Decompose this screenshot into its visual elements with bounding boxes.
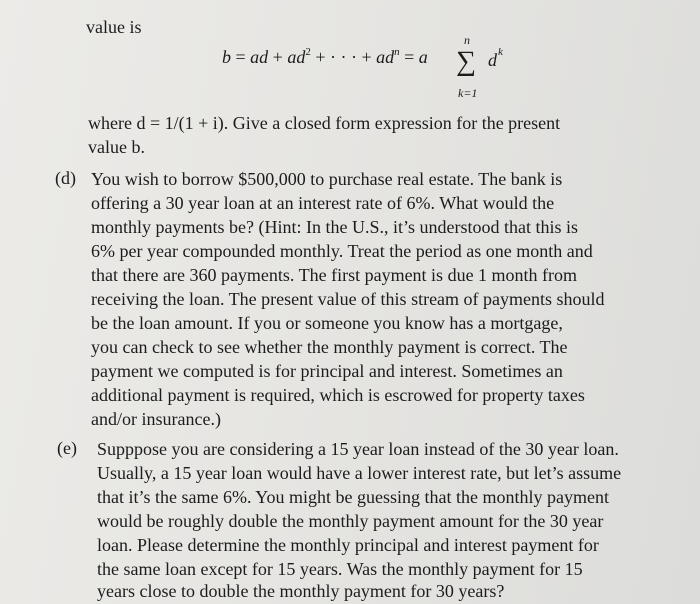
part-d-line: 6% per year compounded monthly. Treat the period as one month and — [91, 241, 593, 261]
part-d-line: receiving the loan. The present value of this stream of payments should — [91, 289, 605, 309]
summation-lower-limit: k=1 — [458, 86, 478, 100]
summation-upper-limit: n — [464, 33, 470, 47]
summand-base: d — [488, 50, 497, 70]
formula-term3: ad — [376, 47, 395, 67]
formula-equals2: = — [404, 47, 415, 67]
part-e-line: Usually, a 15 year loan would have a lower interest rate, but let’s assume — [97, 463, 622, 483]
part-e-line: Supppose you are considering a 15 year loan instead of the 30 year loan. — [97, 439, 619, 459]
part-c-line2: value b. — [88, 137, 145, 157]
part-e-line: the same loan except for 15 years. Was the monthly payment for 15 — [97, 559, 583, 579]
part-d-line: and/or insurance.) — [91, 409, 221, 429]
part-d-label: (d) — [55, 168, 76, 188]
part-d-line: monthly payments be? (Hint: In the U.S., it’s understood that this is — [91, 217, 578, 237]
part-e-line: years close to double the monthly payment for 30 years? — [97, 581, 505, 601]
part-d-line: you can check to see whether the monthly payment is correct. The — [91, 337, 568, 357]
formula-plus2: + — [315, 47, 326, 67]
part-c-line1: where d = 1/(1 + i). Give a closed form expression for the present — [88, 113, 561, 133]
part-e-line: loan. Please determine the monthly principal and interest payment for — [97, 535, 599, 555]
formula-plus3: + — [361, 47, 372, 67]
part-d-line: that there are 360 payments. The first payment is due 1 month from — [91, 265, 578, 285]
present-value-formula — [222, 46, 428, 68]
intro-text: value is — [86, 17, 142, 37]
part-d-line: additional payment is required, which is escrowed for property taxes — [91, 385, 585, 405]
part-e-line: that it’s the same 6%. You might be guessing that the monthly payment — [97, 487, 609, 507]
part-d-line: You wish to borrow $500,000 to purchase real estate. The bank is — [91, 169, 563, 189]
formula-term1: ad — [250, 47, 269, 67]
part-d-line: payment we computed is for principal and interest. Sometimes an — [91, 361, 563, 381]
part-e-line: would be roughly double the monthly payment amount for the 30 year — [97, 511, 604, 531]
formula-plus1: + — [272, 47, 283, 67]
part-d-line: be the loan amount. If you or someone you know has a mortgage, — [91, 313, 563, 333]
formula-coef: a — [418, 47, 428, 67]
formula-term3-exp: n — [394, 46, 400, 58]
formula-equals: = — [235, 47, 246, 67]
part-d-line: offering a 30 year loan at an interest rate of 6%. What would the — [91, 193, 555, 213]
formula-dots: · · · — [329, 47, 357, 67]
summation-symbol: ∑ — [456, 46, 476, 77]
formula-lhs: b — [222, 47, 231, 67]
part-e-label: (e) — [57, 438, 77, 458]
summand-exp: k — [498, 46, 503, 58]
formula-term2: ad — [287, 47, 306, 67]
formula-term2-exp: 2 — [305, 46, 311, 58]
